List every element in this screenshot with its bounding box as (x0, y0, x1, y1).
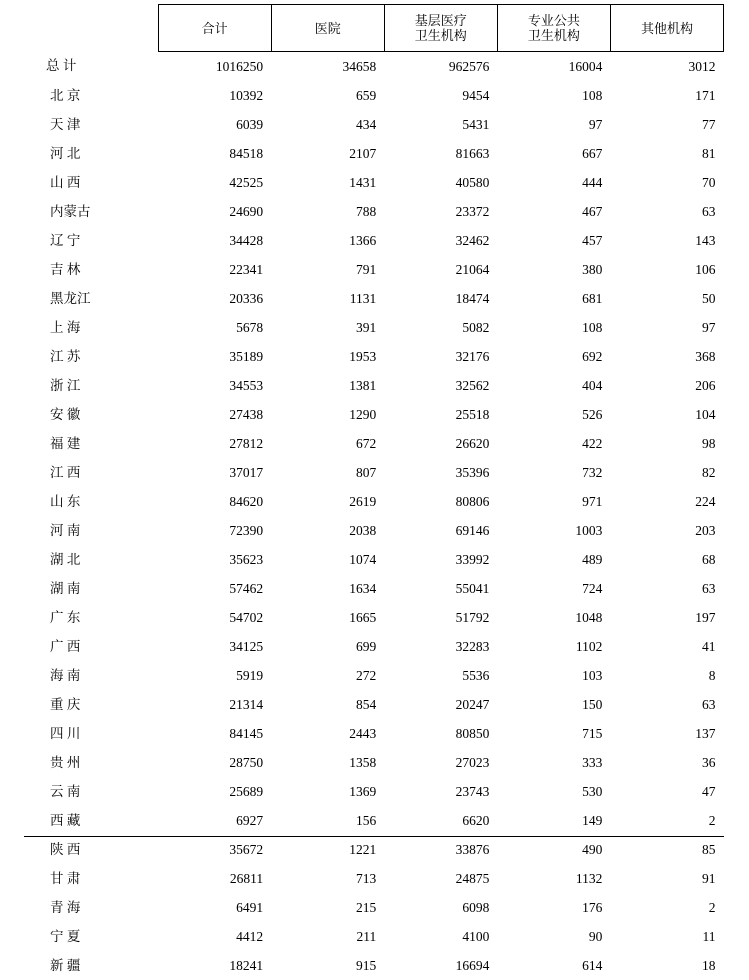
table-row (24, 603, 724, 632)
row-region-label: 安 徽 (24, 400, 158, 429)
cell-hospital: 2038 (271, 516, 384, 545)
row-region-label: 新 疆 (24, 951, 158, 980)
cell-public-health: 467 (497, 197, 610, 226)
cell-public-health: 404 (497, 371, 610, 400)
cell-grassroots: 4100 (384, 922, 497, 951)
cell-grassroots: 23372 (384, 197, 497, 226)
header-cell-hospital: 医院 (271, 5, 384, 52)
table-sheet (0, 4, 749, 850)
table-row (24, 226, 724, 255)
cell-total: 24690 (158, 197, 271, 226)
cell-grassroots: 6098 (384, 893, 497, 922)
row-region-label: 吉 林 (24, 255, 158, 284)
cell-public-health: 1132 (497, 864, 610, 893)
cell-other: 143 (610, 226, 723, 255)
cell-total: 5678 (158, 313, 271, 342)
table-row (24, 690, 724, 719)
cell-public-health: 614 (497, 951, 610, 980)
table-header (24, 5, 724, 52)
table-row (24, 371, 724, 400)
table-row (24, 951, 724, 980)
cell-public-health: 724 (497, 574, 610, 603)
cell-total: 6039 (158, 110, 271, 139)
cell-hospital: 156 (271, 806, 384, 835)
cell-public-health: 108 (497, 313, 610, 342)
header-cell-region (24, 5, 158, 52)
table-row (24, 168, 724, 197)
row-region-label: 内蒙古 (24, 197, 158, 226)
table-row (24, 139, 724, 168)
cell-grassroots: 51792 (384, 603, 497, 632)
cell-other: 63 (610, 197, 723, 226)
cell-public-health: 971 (497, 487, 610, 516)
cell-grassroots: 80850 (384, 719, 497, 748)
cell-grassroots: 21064 (384, 255, 497, 284)
cell-other: 85 (610, 835, 723, 864)
table-row (24, 52, 724, 82)
cell-grassroots: 5431 (384, 110, 497, 139)
cell-grassroots: 33992 (384, 545, 497, 574)
row-region-label: 宁 夏 (24, 922, 158, 951)
table-row (24, 545, 724, 574)
table-row (24, 255, 724, 284)
cell-total: 6927 (158, 806, 271, 835)
cell-hospital: 391 (271, 313, 384, 342)
cell-other: 97 (610, 313, 723, 342)
row-region-label: 福 建 (24, 429, 158, 458)
cell-grassroots: 6620 (384, 806, 497, 835)
cell-other: 2 (610, 893, 723, 922)
table-row (24, 748, 724, 777)
cell-total: 1016250 (158, 52, 271, 82)
cell-public-health: 97 (497, 110, 610, 139)
cell-hospital: 672 (271, 429, 384, 458)
table-row (24, 777, 724, 806)
cell-public-health: 692 (497, 342, 610, 371)
cell-hospital: 2443 (271, 719, 384, 748)
cell-public-health: 176 (497, 893, 610, 922)
cell-other: 63 (610, 690, 723, 719)
cell-grassroots: 24875 (384, 864, 497, 893)
table-row (24, 110, 724, 139)
cell-total: 25689 (158, 777, 271, 806)
cell-other: 2 (610, 806, 723, 835)
cell-public-health: 422 (497, 429, 610, 458)
row-region-label: 江 西 (24, 458, 158, 487)
table-body (24, 52, 724, 980)
cell-grassroots: 25518 (384, 400, 497, 429)
table-row (24, 342, 724, 371)
cell-hospital: 788 (271, 197, 384, 226)
cell-grassroots: 9454 (384, 81, 497, 110)
cell-public-health: 150 (497, 690, 610, 719)
table-row (24, 632, 724, 661)
header-cell-total: 合计 (158, 5, 271, 52)
cell-other: 104 (610, 400, 723, 429)
cell-public-health: 1102 (497, 632, 610, 661)
cell-grassroots: 33876 (384, 835, 497, 864)
table-row (24, 81, 724, 110)
cell-hospital: 854 (271, 690, 384, 719)
cell-public-health: 489 (497, 545, 610, 574)
cell-hospital: 791 (271, 255, 384, 284)
row-region-label: 山 东 (24, 487, 158, 516)
cell-hospital: 434 (271, 110, 384, 139)
cell-other: 368 (610, 342, 723, 371)
row-region-label: 贵 州 (24, 748, 158, 777)
cell-other: 98 (610, 429, 723, 458)
cell-hospital: 1358 (271, 748, 384, 777)
cell-total: 10392 (158, 81, 271, 110)
table-row (24, 197, 724, 226)
cell-total: 34428 (158, 226, 271, 255)
cell-total: 18241 (158, 951, 271, 980)
row-region-label: 四 川 (24, 719, 158, 748)
table-row (24, 400, 724, 429)
cell-total: 34125 (158, 632, 271, 661)
cell-hospital: 1131 (271, 284, 384, 313)
cell-grassroots: 40580 (384, 168, 497, 197)
row-region-label: 山 西 (24, 168, 158, 197)
cell-grassroots: 16694 (384, 951, 497, 980)
cell-public-health: 715 (497, 719, 610, 748)
cell-grassroots: 32562 (384, 371, 497, 400)
cell-hospital: 34658 (271, 52, 384, 82)
cell-other: 18 (610, 951, 723, 980)
cell-public-health: 16004 (497, 52, 610, 82)
cell-other: 137 (610, 719, 723, 748)
cell-total: 57462 (158, 574, 271, 603)
row-region-label: 广 西 (24, 632, 158, 661)
cell-total: 34553 (158, 371, 271, 400)
cell-hospital: 699 (271, 632, 384, 661)
cell-public-health: 490 (497, 835, 610, 864)
statistics-table (24, 4, 724, 980)
cell-total: 42525 (158, 168, 271, 197)
cell-grassroots: 32176 (384, 342, 497, 371)
table-row (24, 835, 724, 864)
cell-total: 28750 (158, 748, 271, 777)
row-region-label: 天 津 (24, 110, 158, 139)
cell-grassroots: 20247 (384, 690, 497, 719)
cell-public-health: 681 (497, 284, 610, 313)
cell-public-health: 530 (497, 777, 610, 806)
cell-other: 77 (610, 110, 723, 139)
cell-other: 197 (610, 603, 723, 632)
table-row (24, 719, 724, 748)
row-region-label: 辽 宁 (24, 226, 158, 255)
cell-hospital: 1369 (271, 777, 384, 806)
cell-total: 21314 (158, 690, 271, 719)
cell-hospital: 1431 (271, 168, 384, 197)
cell-hospital: 211 (271, 922, 384, 951)
cell-other: 41 (610, 632, 723, 661)
table-row (24, 487, 724, 516)
cell-hospital: 2107 (271, 139, 384, 168)
cell-hospital: 1221 (271, 835, 384, 864)
cell-hospital: 1290 (271, 400, 384, 429)
cell-total: 84620 (158, 487, 271, 516)
cell-total: 84145 (158, 719, 271, 748)
cell-total: 35672 (158, 835, 271, 864)
cell-total: 5919 (158, 661, 271, 690)
cell-hospital: 1953 (271, 342, 384, 371)
cell-total: 22341 (158, 255, 271, 284)
cell-total: 27438 (158, 400, 271, 429)
cell-grassroots: 26620 (384, 429, 497, 458)
cell-grassroots: 23743 (384, 777, 497, 806)
header-cell-grassroots-line2: 卫生机构 (391, 28, 491, 43)
cell-total: 6491 (158, 893, 271, 922)
cell-grassroots: 27023 (384, 748, 497, 777)
row-region-label: 海 南 (24, 661, 158, 690)
row-region-label: 湖 南 (24, 574, 158, 603)
cell-other: 224 (610, 487, 723, 516)
cell-other: 81 (610, 139, 723, 168)
cell-other: 82 (610, 458, 723, 487)
cell-other: 68 (610, 545, 723, 574)
cell-other: 70 (610, 168, 723, 197)
row-region-label: 河 北 (24, 139, 158, 168)
cell-other: 47 (610, 777, 723, 806)
row-region-label: 云 南 (24, 777, 158, 806)
cell-total: 4412 (158, 922, 271, 951)
cell-other: 106 (610, 255, 723, 284)
table-row (24, 893, 724, 922)
row-region-label: 总 计 (24, 52, 158, 82)
header-cell-other: 其他机构 (610, 5, 723, 52)
header-row (24, 5, 724, 52)
cell-grassroots: 32283 (384, 632, 497, 661)
cell-grassroots: 80806 (384, 487, 497, 516)
row-region-label: 湖 北 (24, 545, 158, 574)
cell-other: 8 (610, 661, 723, 690)
cell-hospital: 215 (271, 893, 384, 922)
cell-public-health: 149 (497, 806, 610, 835)
cell-other: 36 (610, 748, 723, 777)
cell-other: 3012 (610, 52, 723, 82)
table-row (24, 806, 724, 835)
header-cell-public-health-line1: 专业公共 (504, 13, 604, 28)
table-row (24, 313, 724, 342)
cell-public-health: 90 (497, 922, 610, 951)
cell-grassroots: 69146 (384, 516, 497, 545)
cell-public-health: 526 (497, 400, 610, 429)
cell-public-health: 444 (497, 168, 610, 197)
cell-grassroots: 962576 (384, 52, 497, 82)
row-region-label: 浙 江 (24, 371, 158, 400)
cell-hospital: 1381 (271, 371, 384, 400)
cell-other: 206 (610, 371, 723, 400)
cell-hospital: 1634 (271, 574, 384, 603)
header-cell-public-health (497, 5, 610, 52)
cell-total: 26811 (158, 864, 271, 893)
cell-total: 27812 (158, 429, 271, 458)
cell-hospital: 659 (271, 81, 384, 110)
cell-public-health: 103 (497, 661, 610, 690)
row-region-label: 黑龙江 (24, 284, 158, 313)
cell-grassroots: 5536 (384, 661, 497, 690)
cell-other: 91 (610, 864, 723, 893)
cell-hospital: 1366 (271, 226, 384, 255)
cell-hospital: 272 (271, 661, 384, 690)
cell-grassroots: 32462 (384, 226, 497, 255)
table-row (24, 458, 724, 487)
cell-public-health: 108 (497, 81, 610, 110)
row-region-label: 青 海 (24, 893, 158, 922)
cell-public-health: 380 (497, 255, 610, 284)
cell-total: 35623 (158, 545, 271, 574)
cell-other: 11 (610, 922, 723, 951)
cell-other: 203 (610, 516, 723, 545)
cell-total: 84518 (158, 139, 271, 168)
cell-public-health: 457 (497, 226, 610, 255)
row-region-label: 江 苏 (24, 342, 158, 371)
cell-other: 171 (610, 81, 723, 110)
row-region-label: 西 藏 (24, 806, 158, 835)
row-region-label: 重 庆 (24, 690, 158, 719)
row-region-label: 广 东 (24, 603, 158, 632)
table-row (24, 574, 724, 603)
cell-public-health: 1003 (497, 516, 610, 545)
row-region-label: 陕 西 (24, 835, 158, 864)
cell-hospital: 1665 (271, 603, 384, 632)
table-row (24, 661, 724, 690)
row-region-label: 河 南 (24, 516, 158, 545)
cell-public-health: 732 (497, 458, 610, 487)
cell-grassroots: 55041 (384, 574, 497, 603)
cell-grassroots: 18474 (384, 284, 497, 313)
cell-public-health: 667 (497, 139, 610, 168)
cell-hospital: 807 (271, 458, 384, 487)
cell-hospital: 713 (271, 864, 384, 893)
table-row (24, 284, 724, 313)
cell-total: 35189 (158, 342, 271, 371)
header-cell-public-health-line2: 卫生机构 (504, 28, 604, 43)
cell-grassroots: 81663 (384, 139, 497, 168)
cell-other: 50 (610, 284, 723, 313)
header-cell-grassroots-line1: 基层医疗 (391, 13, 491, 28)
cell-grassroots: 5082 (384, 313, 497, 342)
cell-total: 37017 (158, 458, 271, 487)
header-cell-grassroots (384, 5, 497, 52)
cell-hospital: 915 (271, 951, 384, 980)
cell-grassroots: 35396 (384, 458, 497, 487)
table-row (24, 429, 724, 458)
table-row (24, 864, 724, 893)
bottom-rule (24, 836, 724, 837)
row-region-label: 甘 肃 (24, 864, 158, 893)
row-region-label: 上 海 (24, 313, 158, 342)
table-row (24, 922, 724, 951)
cell-total: 20336 (158, 284, 271, 313)
table-row (24, 516, 724, 545)
cell-total: 54702 (158, 603, 271, 632)
cell-other: 63 (610, 574, 723, 603)
cell-hospital: 2619 (271, 487, 384, 516)
cell-hospital: 1074 (271, 545, 384, 574)
row-region-label: 北 京 (24, 81, 158, 110)
cell-total: 72390 (158, 516, 271, 545)
cell-public-health: 1048 (497, 603, 610, 632)
cell-public-health: 333 (497, 748, 610, 777)
